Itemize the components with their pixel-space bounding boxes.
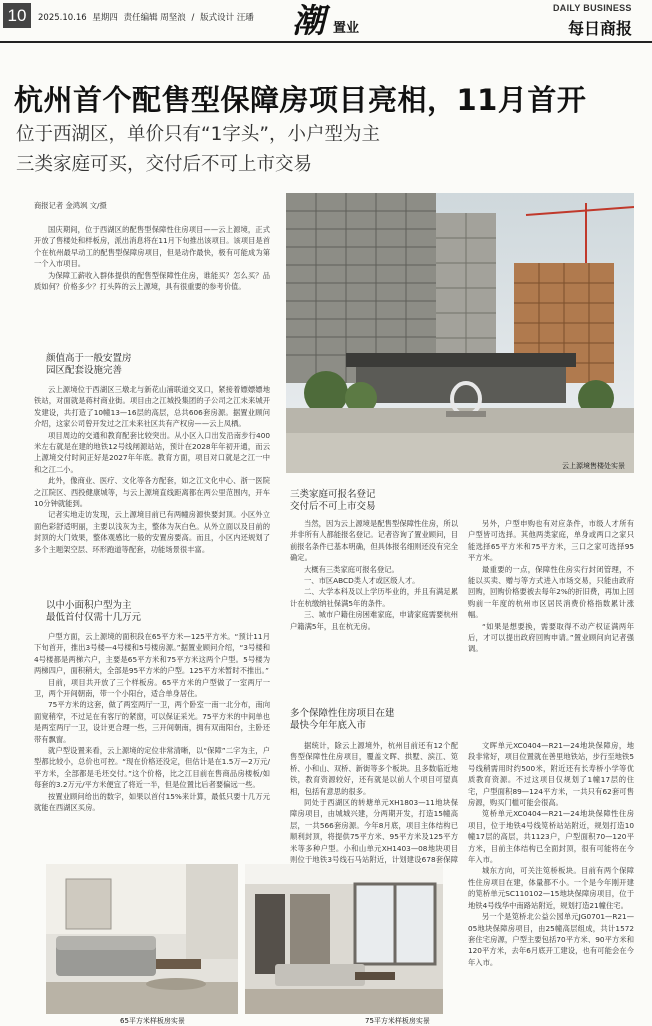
sample-room-65-photo	[46, 864, 238, 1014]
body-paragraph: 同处于西湖区的转塘单元XH1803—11地块保障房项目，由城城兴建，分两期开发，打造15幢高层，一共566套房源。今年8月底，项目主体结构已顺利封顶，将提供75平方米、95平方米及125平方米等多种户型。小和山单元XH1403—08地块项目则位于地铁3号线石马站附近，计划建设678套保障	[290, 798, 458, 865]
body-paragraph: “如果是想要换，需要取得不动产权证满两年后，才可以提出政府回购申请。”置业顾问向记者强调。	[468, 621, 634, 654]
intro-paragraph: 为保障工薪收入群体提供的配售型保障性住房，谁能买？怎么买？品质如何？价格多少？打头阵的云上源境，具有很重要的参考价值。	[34, 270, 270, 292]
section-heading-line: 三类家庭可报名登记	[290, 489, 376, 500]
subheadline-2: 三类家庭可买，交付后不可上市交易	[16, 154, 313, 175]
section-heading	[46, 600, 141, 624]
building-exterior-image	[286, 193, 634, 473]
header-meta	[38, 11, 257, 23]
section-heading	[46, 353, 132, 377]
section-heading-line: 最快今年年底入市	[290, 720, 367, 731]
body-paragraph: 目前，项目共开放了三个样板房。65平方米的户型做了一室两厅一卫，两个开间朝南，带一个小阳台，适合单身居住。	[34, 677, 270, 699]
section-heading	[290, 708, 395, 732]
section-heading-line: 颜值高于一般安置房	[46, 353, 132, 364]
section-heading-line: 园区配套设施完善	[46, 365, 123, 376]
section-1-text	[34, 384, 270, 555]
body-paragraph: 记者实地走访发现，云上源境目前已有两幢房源快要封顶。小区外立面色彩舒适明丽，主要以浅灰为主，整体为灰白色。从外立面以及目前的封顶的大门效果，整体观感比一般的安置房要高。而且，小区内还规划了多个主题架空层、环形跑道等配套，功能场景很丰富。	[34, 510, 270, 554]
subheadline-1: 位于西湖区，单价只有“1字头”，小户型为主	[16, 124, 380, 145]
section-3-text-col2	[468, 518, 634, 655]
sample-room-75-image	[245, 864, 443, 1014]
photo-caption-75: 75平方米样板房实景	[365, 1017, 430, 1025]
section-heading-line: 交付后不可上市交易	[290, 501, 376, 512]
section-heading-line: 最低首付仅需十几万元	[46, 612, 142, 623]
body-paragraph: 75平方米的这套，做了两室两厅一卫，两个卧室一南一北分布，南向面宽稍窄，不过足在有客厅的紧窗，可以保证采光。75平方米的中间单也是两室两厅一卫，设计更合理一些，三开间朝南，拥有双南阳台，主卧还带有飘窗。	[34, 700, 270, 744]
header-divider	[0, 41, 652, 43]
sample-room-65-image	[46, 864, 238, 1014]
section-4-text-col1	[290, 740, 458, 877]
body-paragraph: 大概有三类家庭可报名登记。	[304, 564, 399, 574]
body-paragraph: 项目周边的交通和教育配套比较突出。从小区入口出发沿南步行400米左右就是在建的地铁12号线闸源站站，预计在2028年年初开通，而云上源境交付时间正好是2027年年底。教育方面，项目对口就是之江一中和之江二小。	[34, 430, 270, 474]
editor-credit: 责任编辑 周坚浪	[123, 13, 186, 23]
intro-paragraph: 国庆期间，位于西湖区的配售型保障性住房项目——云上源境，正式开放了售楼处和样板房，派出消息将在11月下旬推出该项目。该项目是首个在杭州最早动工的配售型保障房项目，但是动作最快，极有可能成为第一个入市项目。	[34, 225, 270, 269]
sample-room-75-photo	[245, 864, 443, 1014]
issue-date: 2025.10.16	[38, 13, 87, 23]
body-paragraph: 当然，因为云上源境是配售型保障性住房，所以并非所有人都能报名登记。记者咨询了置业顾问，目前报名条件已基本明确，但具体报名细则还没有完全确定。	[290, 519, 458, 563]
body-paragraph: 就户型设置来看，云上源境的定位非常清晰，以“保障”二字为主，户型都比较小，总价也可控。“现在价格还没定，但估计是在1.5万—2万元/平方米，全部都是毛坯交付。”这个价格，比之江目前在售商品房楼板/如每套的3.2万元/平方米便宜了将近一半，但是位置比后者要偏远一些。	[34, 746, 270, 790]
body-paragraph: 文晖单元XC0404—R21—24地块保障房，地段非常好，项目位置就在善里地铁站，步行至地铁5号线稍需用时约500米，附近还有长寿桥小学等优质教育资源。不过这项目仅规划了1幢17层的住宅，户型面积89—124平方米，一共只有62套可售房源，购买门槛可能会很高。	[468, 741, 634, 808]
photo-caption-65: 65平方米样板房实景	[120, 1017, 185, 1025]
body-paragraph: 据统计，除云上源境外，杭州目前还有12个配售型保障性住房项目，覆盖文晖、拱墅、滨江、笕桥、小和山、双桥、新街等多个板块。且多数临近地铁，教育资源较好，还有就是以前人个项目可望真相，包括有意思的很多。	[290, 741, 458, 796]
section-4-text-col2	[468, 740, 634, 968]
body-paragraph: 一、市区ABCD类人才或区级人才。	[304, 576, 420, 586]
publication-name-cn: 每日商报	[568, 19, 633, 38]
section-2-text	[34, 631, 270, 814]
byline: 商报记者 金鸿飒 文/摄	[34, 201, 107, 210]
body-paragraph: 云上源境位于西湖区三墩北与新花山浦联道交叉口，紧接着嫖嫖嫖地铁站，对面就是蒋村商业街。项目由之江城投集团的子公司之江未来城开发建设，共打造了10幢13—16层的高层，总共606套房源。据置业顾问介绍，这家公司曾开发过之江未来社区共有产权房——云上凤栖。	[34, 385, 270, 429]
body-paragraph: 另一个是笕桥北公益公园单元JG0701—R21—05地块保障房项目，由25幢高层组成，共计1572套住宅房源，户型主要包括70平方米、90平方米和120平方米，去年6月底开工建设，也有可能会在今年入市。	[468, 912, 634, 967]
body-paragraph: 按置业顾问给出的数字，如果以首付15%来计算，最低只要十几万元就能在西湖区买房。	[34, 791, 270, 813]
section-heading-line: 以中小面积户型为主	[46, 600, 132, 611]
exterior-photo	[286, 193, 634, 473]
designer-credit: 版式设计 汪璠	[200, 13, 254, 23]
body-paragraph: 城东方向，可关注笕桥板块。目前有两个保障性住房项目在建，体量都不小。一个是今年刚开建的笕桥单元SC110102—15地块保障房项目，位于地铁4号线华中南路站附近，规划打造21幢住宅。	[468, 866, 634, 910]
body-paragraph: 最重要的一点，保障性住房实行封闭管理，不能以买卖、赠与等方式进入市场交易，只能由政府回购，回购价格要被去每年2%的折旧费，再加上回购前一年度的杭州市区居民消费价格指数累计涨幅。	[468, 564, 634, 620]
body-paragraph: 二、大学本科及以上学历毕业的，并且有满足累计在杭缴纳社保满5年的条件。	[290, 587, 458, 608]
headline: 杭州首个配售型保障房项目亮相，11月首开	[14, 83, 587, 117]
body-paragraph: 三、城市户籍住房困难家庭，申请家庭需要杭州户籍满5年，且在杭无房。	[290, 610, 458, 631]
section-heading	[290, 489, 376, 513]
body-paragraph: 户型方面，云上源境的面积段在65平方米—125平方米。“预计11月下旬首开，推出3号楼—4号楼和5号楼房源。”据置业顾问介绍，“3号楼和4号楼都是两梯六户，主要是65平方米和75平方米这两个户型。5号楼为两梯四户，面积稍大，全部是95平方米的户型。125平方米暂时不推出。”	[34, 632, 270, 676]
body-paragraph: 另外，户型申购也有对应条件，市级人才所有户型皆可选择。其他两类家庭，单身或两口之家只能选择65平方米和75平方米，三口之家可选择95平方米。	[468, 519, 634, 563]
publication-name-en: DAILY BUSINESS	[553, 3, 632, 13]
photo-caption-exterior: 云上源境售楼处实景	[562, 462, 625, 470]
section-logo-char: 潮	[292, 1, 325, 40]
section-heading-line: 多个保障性住房项目在建	[290, 708, 395, 719]
section-3-text-col1	[290, 518, 458, 632]
page-number: 10	[3, 3, 31, 28]
body-paragraph: 笕桥单元XC0404—R21—24地块保障性住房项目，位于地铁4号线笕桥站站附近，规划打造10幢17层的高层，共1123户，户型面积70—120平方米，目前主体结构已全面封顶，很有可能将在今年入市。	[468, 809, 634, 865]
body-paragraph: 此外，像商业、医疗、文化等各方配套，如之江文化中心、浙一医院之江院区、西投健康城等，与云上源境直线距离都在两公里范围内，开车10分钟就能到。	[34, 476, 270, 509]
separator: /	[191, 13, 195, 23]
section-name: 置业	[333, 21, 360, 36]
issue-weekday: 星期四	[92, 13, 118, 23]
intro-text	[34, 224, 270, 292]
